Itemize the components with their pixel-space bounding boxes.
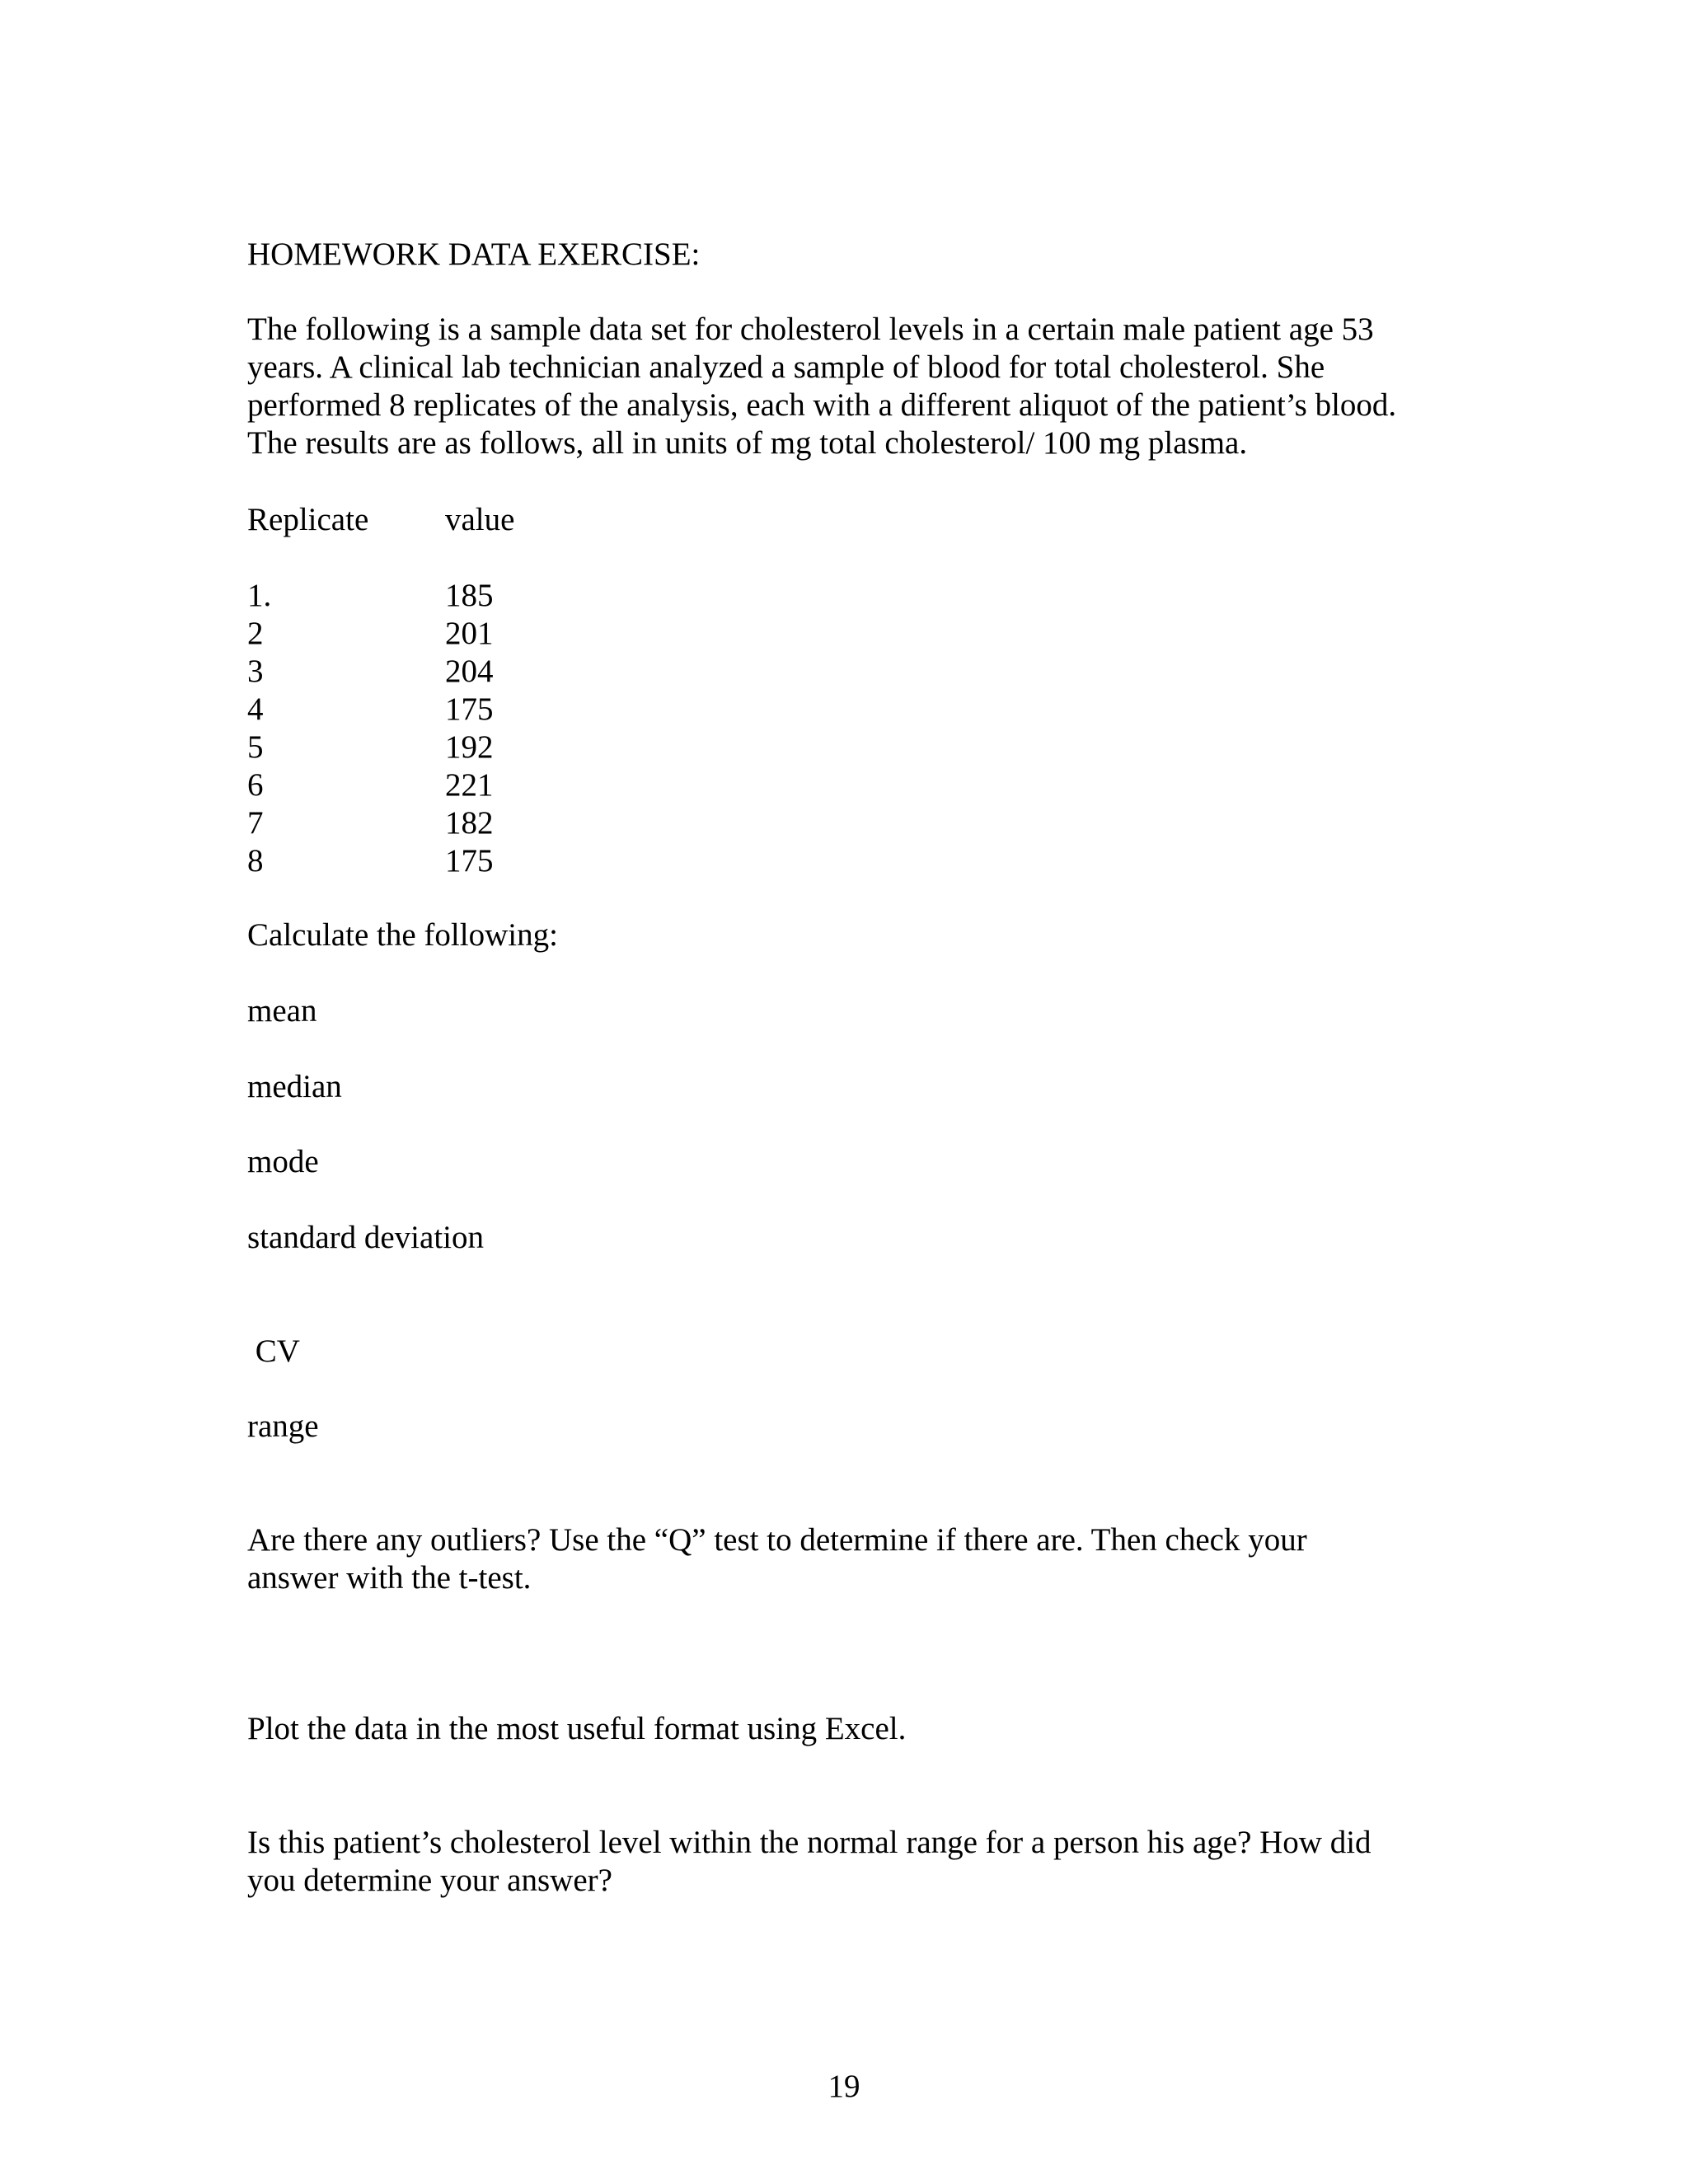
calc-item-mean: mean (247, 993, 317, 1029)
outliers-question (247, 1521, 1307, 1597)
plot-instruction: Plot the data in the most useful format using Excel. (247, 1711, 907, 1746)
calculate-prompt: Calculate the following: (247, 917, 558, 953)
value-cell: 192 (445, 729, 494, 765)
value-cell: 204 (445, 654, 494, 689)
replicate-cell: 2 (247, 616, 264, 651)
replicate-cell: 3 (247, 654, 264, 689)
replicate-cell: 6 (247, 767, 264, 803)
calc-item-standard-deviation: standard deviation (247, 1220, 484, 1255)
intro-paragraph (247, 311, 1396, 462)
calc-item-median: median (247, 1069, 342, 1104)
value-cell: 185 (445, 578, 494, 613)
replicate-column-header: Replicate (247, 502, 369, 537)
value-cell: 182 (445, 805, 494, 841)
value-cell: 221 (445, 767, 494, 803)
intro-line: The following is a sample data set for cholesterol levels in a certain male patient age 53 (247, 312, 1374, 347)
calc-item-cv: CV (247, 1333, 300, 1369)
replicate-cell: 1. (247, 578, 272, 613)
outliers-line: answer with the t-test. (247, 1560, 532, 1596)
page-number: 19 (828, 2069, 860, 2104)
normal-range-line: you determine your answer? (247, 1863, 612, 1898)
outliers-line: Are there any outliers? Use the “Q” test to determine if there are. Then check your (247, 1522, 1307, 1558)
table-header (247, 501, 515, 539)
replicate-cell: 5 (247, 729, 264, 765)
exercise-heading: HOMEWORK DATA EXERCISE: (247, 237, 701, 272)
value-cell: 175 (445, 843, 494, 879)
replicate-cell: 7 (247, 805, 264, 841)
calc-item-range: range (247, 1408, 319, 1444)
value-cell: 175 (445, 691, 494, 727)
replicate-cell: 8 (247, 843, 264, 879)
value-column-header: value (445, 502, 515, 537)
intro-line: years. A clinical lab technician analyzed a sample of blood for total cholesterol. She (247, 349, 1325, 385)
replicate-cell: 4 (247, 691, 264, 727)
calc-item-mode: mode (247, 1144, 319, 1179)
intro-line: performed 8 replicates of the analysis, each with a different aliquot of the patient’s blood. (247, 387, 1397, 423)
normal-range-question (247, 1824, 1372, 1900)
value-cell: 201 (445, 616, 494, 651)
intro-line: The results are as follows, all in units of mg total cholesterol/ 100 mg plasma. (247, 425, 1248, 461)
normal-range-line: Is this patient’s cholesterol level within the normal range for a person his age? How did (247, 1825, 1372, 1860)
